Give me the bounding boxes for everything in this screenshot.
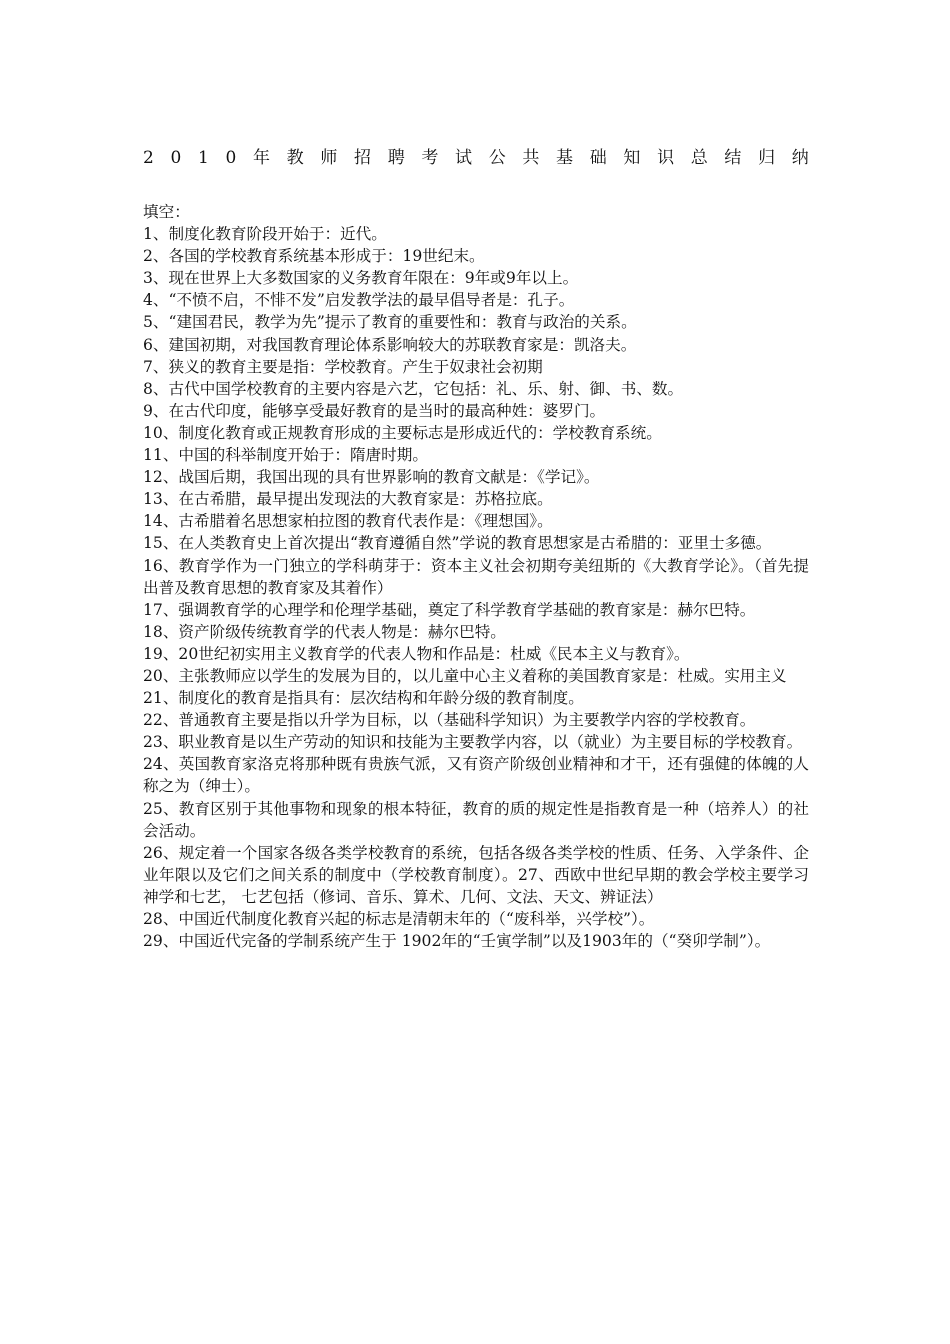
list-item: 3、现在世界上大多数国家的义务教育年限在：9年或9年以上。 (143, 269, 579, 288)
list-item: 26、规定着一个国家各级各类学校教育的系统，包括各级各类学校的性质、任务、入学条件、企业年限以及它们之间关系的制度中（学校教育制度）。27、西欧中世纪早期的教会学校主要学习神学和七艺， 七艺包括（修词、音乐、算术、几何、文法、天文、辨证法） (143, 843, 809, 906)
document-title: 2 0 1 0 年 教 师 招 聘 考 试 公 共 基 础 知 识 总 结 归 纳 (143, 148, 809, 168)
list-item: 12、战国后期，我国出现的具有世界影响的教育文献是：《学记》。 (143, 468, 600, 487)
list-item: 17、强调教育学的心理学和伦理学基础，奠定了科学教育学基础的教育家是：赫尔巴特。 (143, 600, 756, 619)
list-item: 11、中国的科举制度开始于：隋唐时期。 (143, 446, 428, 465)
list-item: 1、制度化教育阶段开始于：近代。 (143, 225, 387, 244)
list-item: 10、制度化教育或正规教育形成的主要标志是形成近代的：学校教育系统。 (143, 423, 662, 442)
list-item: 28、中国近代制度化教育兴起的标志是清朝末年的（“废科举，兴学校”）。 (143, 910, 655, 928)
list-item: 6、建国初期，对我国教育理论体系影响较大的苏联教育家是：凯洛夫。 (143, 335, 637, 354)
list-item: 24、英国教育家洛克将那种既有贵族气派，又有资产阶级创业精神和才干，还有强健的体魄的人称之为（绅士）。 (143, 755, 809, 796)
list-item: 15、在人类教育史上首次提出“教育遵循自然”学说的教育思想家是古希腊的：亚里士多德。 (143, 534, 772, 553)
list-item: 8、古代中国学校教育的主要内容是六艺，它包括：礼、乐、射、御、书、数。 (143, 379, 684, 398)
list-item: 13、在古希腊，最早提出发现法的大教育家是：苏格拉底。 (143, 490, 553, 509)
list-item: 18、资产阶级传统教育学的代表人物是：赫尔巴特。 (143, 622, 506, 641)
list-item: 14、古希腊着名思想家柏拉图的教育代表作是：《理想国》。 (143, 512, 553, 531)
list-item: 29、中国近代完备的学制系统产生于 1902年的“壬寅学制”以及1903年的（“癸卯学制”）。 (143, 932, 771, 951)
list-item: 2、各国的学校教育系统基本形成于：19世纪末。 (143, 247, 485, 266)
list-item: 20、主张教师应以学生的发展为目的，以儿童中心主义着称的美国教育家是：杜威。实用主义 (143, 666, 787, 685)
document-body (143, 201, 809, 952)
list-item: 7、狭义的教育主要是指：学校教育。产生于奴隶社会初期 (143, 357, 543, 376)
list-item: 16、教育学作为一门独立的学科萌芽于：资本主义社会初期夸美纽斯的《大教育学论》。（首先提出普及教育思想的教育家及其着作） (143, 556, 809, 597)
list-item: 23、职业教育是以生产劳动的知识和技能为主要教学内容，以（就业）为主要目标的学校教育。 (143, 733, 803, 752)
list-item: 4、“不愤不启，不悱不发”启发教学法的最早倡导者是：孔子。 (143, 291, 575, 310)
list-item: 25、教育区别于其他事物和现象的根本特征，教育的质的规定性是指教育是一种（培养人）的社会活动。 (143, 799, 809, 840)
section-heading: 填空： (143, 203, 190, 221)
list-item: 19、20世纪初实用主义教育学的代表人物和作品是：杜威《民本主义与教育》。 (143, 644, 690, 663)
list-item: 22、普通教育主要是指以升学为目标，以（基础科学知识）为主要教学内容的学校教育。 (143, 711, 756, 730)
list-item: 5、“建国君民，教学为先”提示了教育的重要性和：教育与政治的关系。 (143, 313, 637, 332)
list-item: 9、在古代印度，能够享受最好教育的是当时的最高种姓：婆罗门。 (143, 401, 606, 420)
list-item: 21、制度化的教育是指具有：层次结构和年龄分级的教育制度。 (143, 689, 584, 708)
